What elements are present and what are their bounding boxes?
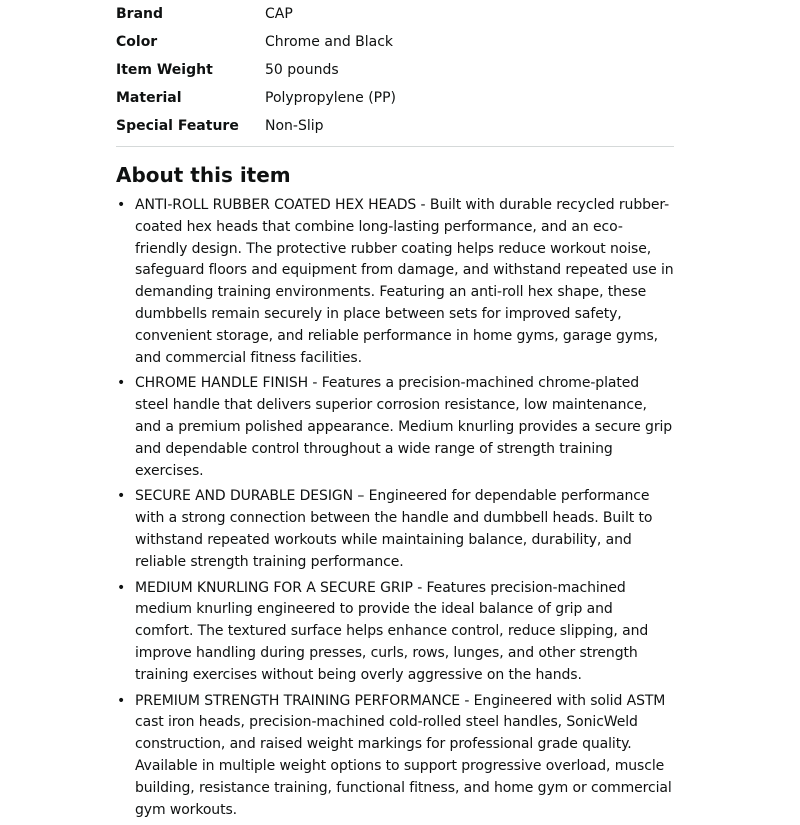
feature-bullet-text: ANTI-ROLL RUBBER COATED HEX HEADS - Built with durable recycled rubber-coated hex heads that combine long-lasting performance, and an eco-friendly design. The protective rubber coating helps reduce workout noise, safeguard floors and equipment from damage, and withstand repeated use in demanding training environments. Featuring an anti-roll hex shape, these dumbbells remain securely in place between sets for improved safety, convenient storage, and reliable performance in home gyms, garage gyms, and commercial fitness facilities. bbox=[135, 197, 674, 366]
feature-bullet-item bbox=[116, 373, 674, 482]
feature-bullet-text: CHROME HANDLE FINISH - Features a precision-machined chrome-plated steel handle that delivers superior corrosion resistance, low maintenance, and a premium polished appearance. Medium knurling provides a secure grip and dependable control throughout a wide range of strength training exercises. bbox=[135, 375, 673, 479]
product-details bbox=[116, 0, 674, 825]
spec-value: Non-Slip bbox=[265, 118, 324, 134]
spec-value: Chrome and Black bbox=[265, 34, 394, 50]
feature-bullet-list bbox=[116, 195, 674, 821]
spec-row-item-weight bbox=[116, 56, 674, 84]
feature-bullet-item bbox=[116, 195, 674, 369]
spec-row-color bbox=[116, 28, 674, 56]
spec-label: Material bbox=[116, 90, 182, 106]
spec-value: CAP bbox=[265, 6, 293, 22]
spec-value: 50 pounds bbox=[265, 62, 339, 78]
feature-bullet-text: SECURE AND DURABLE DESIGN – Engineered for dependable performance with a strong connection between the handle and dumbbell heads. Built to withstand repeated workouts while maintaining balance, durability, and reliable strength training performance. bbox=[135, 488, 653, 570]
feature-bullet-item bbox=[116, 486, 674, 573]
about-section-title: About this item bbox=[116, 163, 291, 187]
bullet-dot-icon: • bbox=[117, 197, 126, 213]
spec-row-special-feature bbox=[116, 112, 674, 140]
spec-label: Color bbox=[116, 34, 158, 50]
spec-label: Brand bbox=[116, 6, 164, 22]
spec-row-brand bbox=[116, 0, 674, 28]
feature-bullet-text: MEDIUM KNURLING FOR A SECURE GRIP - Features precision-machined medium knurling engineered to provide the ideal balance of grip and comfort. The textured surface helps enhance control, reduce slipping, and improve handling during presses, curls, rows, lunges, and other strength training exercises without being overly aggressive on the hands. bbox=[135, 579, 649, 683]
feature-bullet-item bbox=[116, 578, 674, 687]
feature-bullet-text: PREMIUM STRENGTH TRAINING PERFORMANCE - Engineered with solid ASTM cast iron heads, precision-machined cold-rolled steel handles, SonicWeld construction, and raised weight markings for professional grade quality. Available in multiple weight options to support progressive overload, muscle building, resistance training, functional fitness, and home gym or commercial gym workouts. bbox=[135, 692, 672, 818]
spec-row-material bbox=[116, 84, 674, 112]
spec-label: Item Weight bbox=[116, 62, 213, 78]
bullet-dot-icon: • bbox=[117, 488, 126, 505]
section-divider bbox=[116, 146, 674, 147]
bullet-dot-icon: • bbox=[117, 692, 126, 709]
bullet-dot-icon: • bbox=[117, 579, 126, 596]
spec-label: Special Feature bbox=[116, 118, 239, 134]
spec-value: Polypropylene (PP) bbox=[265, 90, 397, 106]
bullet-dot-icon: • bbox=[117, 375, 126, 392]
feature-bullet-item bbox=[116, 691, 674, 822]
product-specs-table bbox=[116, 0, 674, 140]
